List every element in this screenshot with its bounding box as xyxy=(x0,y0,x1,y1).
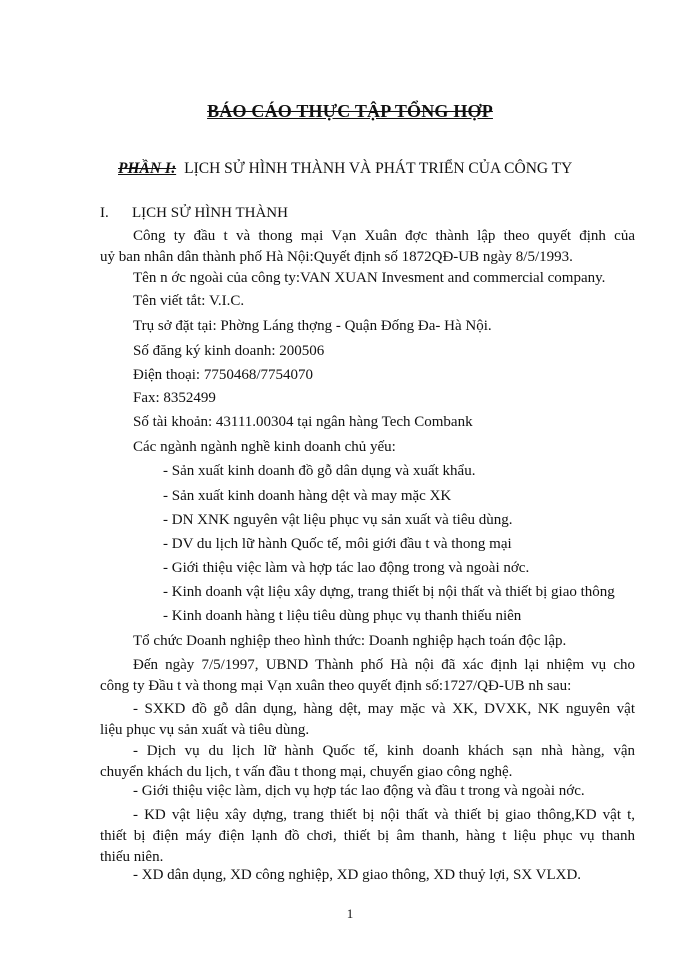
account-line: Số tài khoản: 43111.00304 tại ngân hàng Tech Combank xyxy=(133,414,473,430)
section-number: I. xyxy=(100,205,109,221)
report-title: BÁO CÁO THỰC TẬP TỔNG HỢP xyxy=(207,101,493,121)
abbreviation-line: Tên viết tắt: V.I.C. xyxy=(133,293,245,309)
duty-paragraph: - Giới thiệu việc làm, dịch vụ hợp tác lao động và đầu t trong và ngoài nớc. xyxy=(133,783,585,799)
section-heading xyxy=(100,205,288,222)
intro-paragraph xyxy=(100,226,635,268)
duty-paragraph xyxy=(100,805,635,868)
business-item: - Kinh doanh vật liệu xây dựng, trang thiết bị nội thất và thiết bị giao thông xyxy=(163,584,615,600)
section-title: LỊCH SỬ HÌNH THÀNH xyxy=(132,205,288,221)
business-lines-heading: Các ngành ngành nghề kinh doanh chủ yếu: xyxy=(133,439,396,455)
intro-line-2: uỷ ban nhân dân thành phố Hà Nội:Quyết định số 1872QĐ-UB ngày 8/5/1993. xyxy=(100,249,573,265)
address-line: Trụ sở đặt tại: Phờng Láng thợng - Quận Đống Đa- Hà Nội. xyxy=(133,318,492,334)
page-number: 1 xyxy=(346,906,354,921)
part-title: LỊCH SỬ HÌNH THÀNH VÀ PHÁT TRIỂN CỦA CÔNG TY xyxy=(184,160,573,177)
duty-paragraph: - XD dân dụng, XD công nghiệp, XD giao thông, XD thuỷ lợi, SX VLXD. xyxy=(133,867,582,883)
registration-line: Số đăng ký kinh doanh: 200506 xyxy=(133,343,325,359)
duty-line-2: chuyển khách du lịch, t vấn đầu t thong mại, chuyển giao công nghệ. xyxy=(100,764,513,780)
duty-paragraph xyxy=(100,699,635,741)
part-label: PHẦN I: xyxy=(118,160,177,177)
duty-line-2: liệu phục vụ sản xuất và tiêu dùng. xyxy=(100,722,310,738)
business-item: - DV du lịch lữ hành Quốc tế, môi giới đầu t và thong mại xyxy=(163,536,512,552)
phone-line: Điện thoại: 7750468/7754070 xyxy=(133,367,313,383)
business-item: - Sản xuất kinh doanh hàng dệt và may mặc XK xyxy=(163,488,452,504)
duty-line-2: thiết bị điện máy điện lạnh đồ chơi, thiết bị âm thanh, hàng t liệu phục vụ thanh xyxy=(100,828,635,844)
decision-line-1: Đến ngày 7/5/1997, UBND Thành phố Hà nội đã xác định lại nhiệm vụ cho xyxy=(133,657,635,673)
decision-paragraph xyxy=(100,655,635,697)
duty-line-3: thiếu niên. xyxy=(100,849,164,865)
business-item: - Kinh doanh hàng t liệu tiêu dùng phục vụ thanh thiếu niên xyxy=(163,608,522,624)
fax-line: Fax: 8352499 xyxy=(133,390,216,406)
business-item: - Giới thiệu việc làm và hợp tác lao động trong và ngoài nớc. xyxy=(163,560,530,576)
duty-line-1: - SXKD đồ gỗ dân dụng, hàng dệt, may mặc và XK, DVXK, NK nguyên vật xyxy=(133,701,635,717)
duty-paragraph xyxy=(100,741,635,783)
duty-line-1: - Dịch vụ du lịch lữ hành Quốc tế, kinh doanh khách sạn nhà hàng, vận xyxy=(133,743,635,759)
foreign-name-line: Tên n ớc ngoài của công ty:VAN XUAN Invesment and commercial company. xyxy=(133,270,606,286)
business-item: - DN XNK nguyên vật liệu phục vụ sản xuất và tiêu dùng. xyxy=(163,512,513,528)
duty-line-1: - KD vật liệu xây dựng, trang thiết bị nội thất và thiết bị giao thông,KD vật t, xyxy=(133,807,635,823)
business-item: - Sản xuất kinh doanh đồ gỗ dân dụng và xuất khẩu. xyxy=(163,463,476,479)
intro-line-1: Công ty đầu t và thong mại Vạn Xuân đợc thành lập theo quyết định của xyxy=(133,228,635,244)
decision-line-2: công ty Đầu t và thong mại Vạn xuân theo quyết định số:1727/QĐ-UB nh sau: xyxy=(100,678,572,694)
org-form-line: Tổ chức Doanh nghiệp theo hình thức: Doanh nghiệp hạch toán độc lập. xyxy=(133,633,567,649)
part-heading xyxy=(118,160,572,178)
